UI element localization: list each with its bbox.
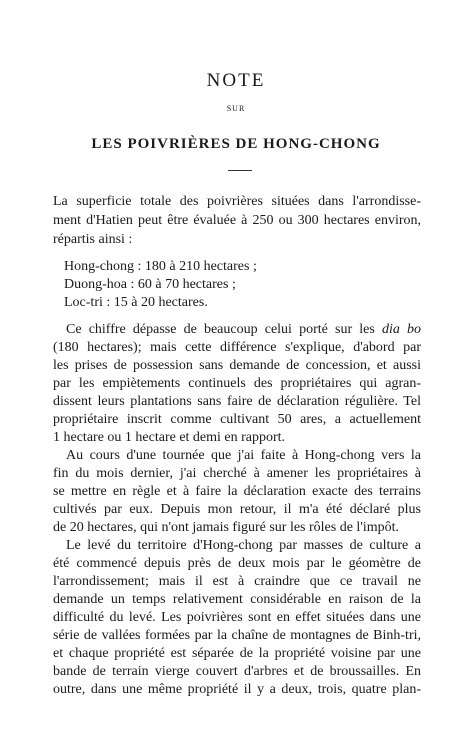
text-line: ment d'Hatien peut être évaluée à 250 ou 300 hectares environ, bbox=[53, 213, 421, 228]
text-line: difficulté du levé. Les poivrières sont en effet situées dans une bbox=[53, 610, 421, 625]
text-line: par les empiètements continuels des propriétaires qui agran- bbox=[53, 376, 421, 391]
heading-note: NOTE bbox=[206, 70, 266, 91]
text-line: outre, dans une même propriété il y a deux, trois, quatre plan- bbox=[53, 682, 421, 697]
text-line: les prises de possession sans demande de concession, et aussi bbox=[53, 358, 421, 373]
list-item: Hong-chong : 180 à 210 hectares ; bbox=[64, 259, 257, 274]
italic-term: dia bo bbox=[381, 322, 421, 337]
text-line: cultivés par eux. Depuis mon retour, il m'a été déclaré plus bbox=[53, 502, 421, 517]
text-line: (180 hectares); mais cette différence s'explique, d'abord par bbox=[53, 340, 421, 355]
title-rule bbox=[228, 170, 252, 171]
text-line: répartis ainsi : bbox=[53, 232, 133, 247]
text-line: fin du mois dernier, j'ai cherché à amener les propriétaires à bbox=[53, 466, 421, 481]
text-line: se mettre en règle et à faire la déclaration exacte des terrains bbox=[53, 484, 421, 499]
text-line: bande de terrain vierge couvert d'arbres et de broussailles. En bbox=[53, 664, 421, 679]
text-line: Au cours d'une tournée que j'ai faite à Hong-chong vers la bbox=[66, 448, 421, 463]
list-item: Duong-hoa : 60 à 70 hectares ; bbox=[64, 277, 236, 292]
list-item: Loc-tri : 15 à 20 hectares. bbox=[64, 295, 208, 310]
text-line: Ce chiffre dépasse de beaucoup celui porté sur les dia bo bbox=[66, 322, 421, 337]
text-line: et chaque propriété est séparée de la propriété voisine par une bbox=[53, 646, 421, 661]
text-line: été commencé depuis près de deux mois par le géomètre de bbox=[53, 556, 421, 571]
text-line: dissent leurs plantations sans faire de déclaration régulière. Tel bbox=[53, 394, 421, 409]
text-line: Le levé du territoire d'Hong-chong par masses de culture a bbox=[66, 538, 421, 553]
text-line: de 20 hectares, qui n'ont jamais figuré sur les rôles de l'impôt. bbox=[53, 520, 400, 535]
heading-title: LES POIVRIÈRES DE HONG-CHONG bbox=[91, 136, 381, 152]
heading-sur: SUR bbox=[226, 104, 246, 113]
text-line: demande un temps relativement considérable en raison de la bbox=[53, 592, 421, 607]
text-line: l'arrondissement; mais il est à craindre que ce travail ne bbox=[53, 574, 421, 589]
text-line: 1 hectare ou 1 hectare et demi en rapport. bbox=[53, 430, 286, 445]
text-line: La superficie totale des poivrières situées dans l'arrondisse- bbox=[53, 194, 421, 209]
text-line: propriétaire inscrit comme cultivant 50 ares, a actuellement bbox=[53, 412, 421, 427]
text-line: série de vallées formées par la chaîne de montagnes de Binh-tri, bbox=[53, 628, 421, 643]
